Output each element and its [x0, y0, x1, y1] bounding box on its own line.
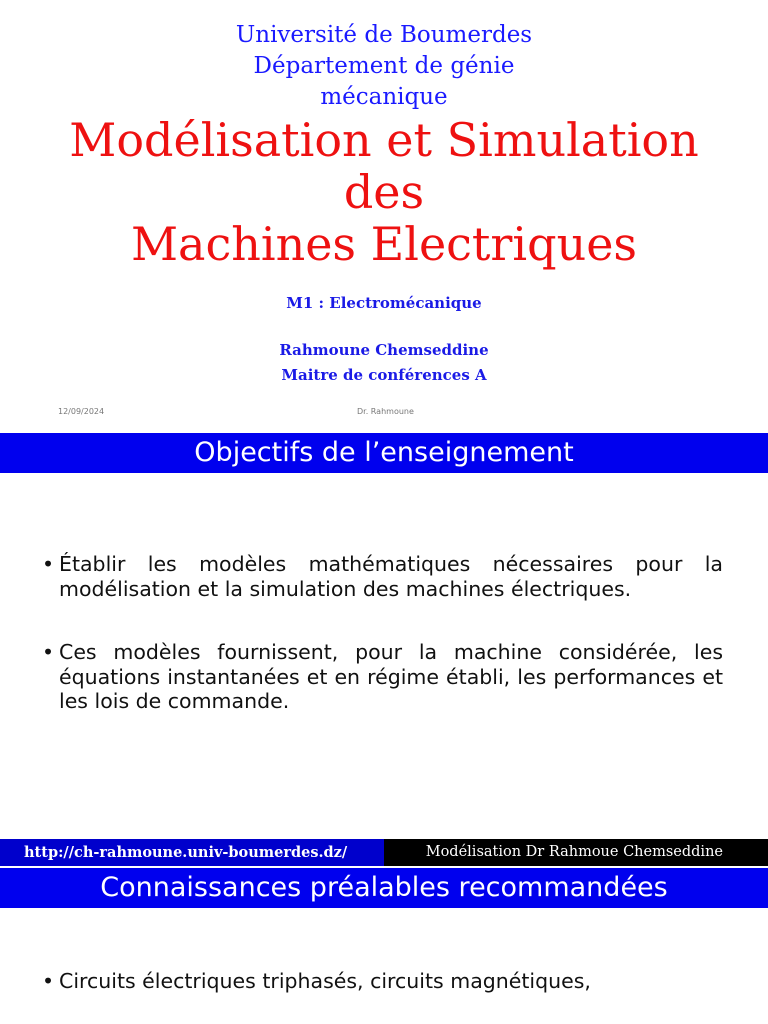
main-title-line-3: Machines Electriques	[130, 217, 638, 271]
main-title-line-2: des	[343, 165, 425, 219]
department-line-2: mécanique	[320, 84, 448, 110]
list-item	[42, 640, 723, 714]
list-item	[42, 969, 723, 994]
footer-url-link[interactable]: http://ch-rahmoune.univ-boumerdes.dz/	[24, 844, 348, 861]
author-title: Maitre de conférences A	[281, 366, 487, 384]
footer-url-bar	[0, 839, 384, 866]
bullet-icon: •	[42, 640, 55, 664]
main-title-line-1: Modélisation et Simulation	[69, 113, 699, 167]
slide-footer-author: Dr. Rahmoune	[357, 407, 414, 416]
footer-text-bar	[384, 839, 768, 866]
bullet-icon: •	[42, 552, 55, 576]
prerequisites-header: Connaissances préalables recommandées	[0, 868, 768, 908]
program-label: M1 : Electromécanique	[286, 294, 482, 312]
objective-bullet-2: Ces modèles fournissent, pour la machine considérée, les équations instantanées et en régime établi, les performances et les lois de commande.	[59, 640, 723, 713]
slide-date: 12/09/2024	[58, 407, 105, 416]
university-name: Université de Boumerdes	[235, 22, 533, 48]
objectives-header: Objectifs de l’enseignement	[0, 433, 768, 473]
list-item	[42, 552, 723, 601]
objective-bullet-1: Établir les modèles mathématiques nécessaires pour la modélisation et la simulation des machines électriques.	[59, 552, 723, 601]
prerequisite-bullet-1: Circuits électriques triphasés, circuits magnétiques,	[59, 969, 591, 993]
author-name: Rahmoune Chemseddine	[279, 341, 489, 359]
footer-text: Modélisation Dr Rahmoue Chemseddine	[425, 844, 723, 860]
bullet-icon: •	[42, 969, 55, 993]
department-line-1: Département de génie	[253, 53, 515, 79]
